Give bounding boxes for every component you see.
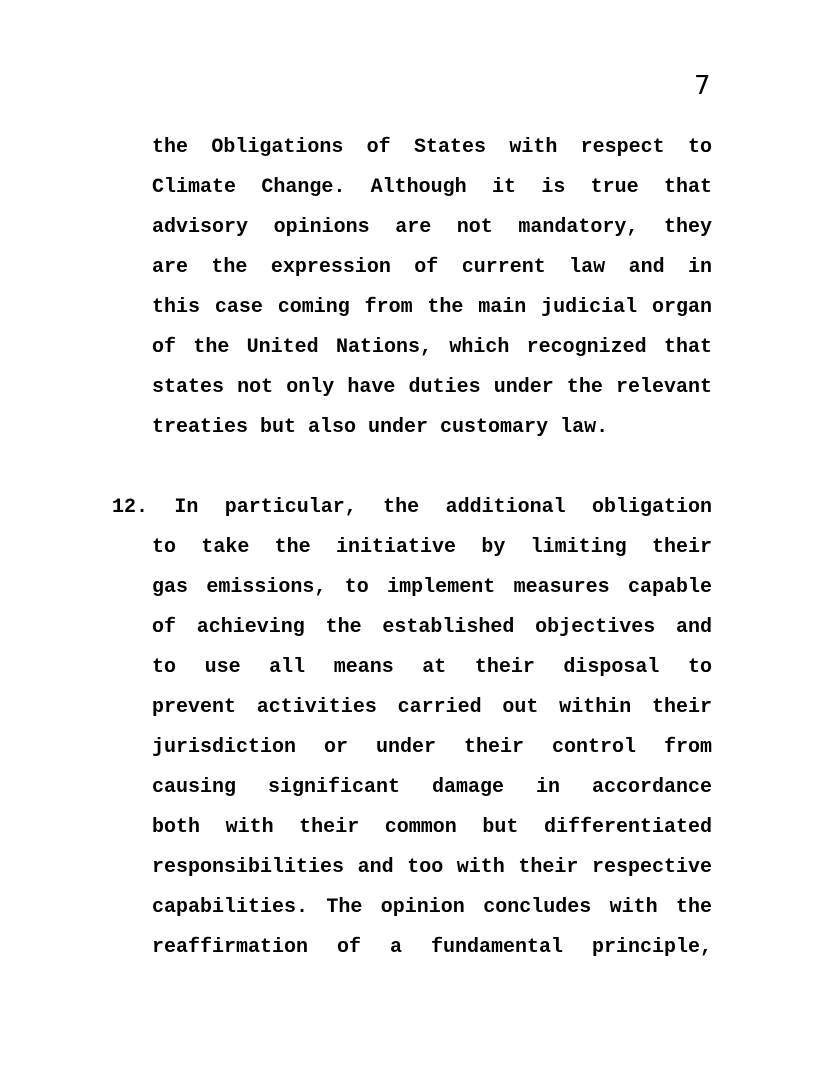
text-line: Climate Change. Although it is true that bbox=[152, 176, 712, 199]
text-line: of achieving the established objectives and bbox=[152, 616, 712, 639]
text-line: states not only have duties under the relevant bbox=[152, 376, 712, 399]
text-line-with-list-marker: 12. In particular, the additional obligation bbox=[112, 496, 712, 519]
text-line: prevent activities carried out within their bbox=[152, 696, 712, 719]
text-line: reaffirmation of a fundamental principle, bbox=[152, 936, 712, 959]
paragraph-12 bbox=[112, 488, 712, 968]
text-line: to take the initiative by limiting their bbox=[152, 536, 712, 559]
text-line: this case coming from the main judicial organ bbox=[152, 296, 712, 319]
page-number: 7 bbox=[694, 71, 711, 101]
paragraph-continuation bbox=[152, 128, 712, 448]
document-body bbox=[112, 128, 712, 968]
text-line: advisory opinions are not mandatory, they bbox=[152, 216, 712, 239]
text-line: gas emissions, to implement measures capable bbox=[152, 576, 712, 599]
text-line: the Obligations of States with respect to bbox=[152, 136, 712, 159]
text-line: capabilities. The opinion concludes with the bbox=[152, 896, 712, 919]
text-line: causing significant damage in accordance bbox=[152, 776, 712, 799]
text-line: of the United Nations, which recognized that bbox=[152, 336, 712, 359]
text-line: both with their common but differentiated bbox=[152, 816, 712, 839]
text-line: treaties but also under customary law. bbox=[152, 416, 609, 439]
text-line: to use all means at their disposal to bbox=[152, 656, 712, 679]
text-line: jurisdiction or under their control from bbox=[152, 736, 712, 759]
text-line: responsibilities and too with their respective bbox=[152, 856, 712, 879]
text-line: are the expression of current law and in bbox=[152, 256, 712, 279]
